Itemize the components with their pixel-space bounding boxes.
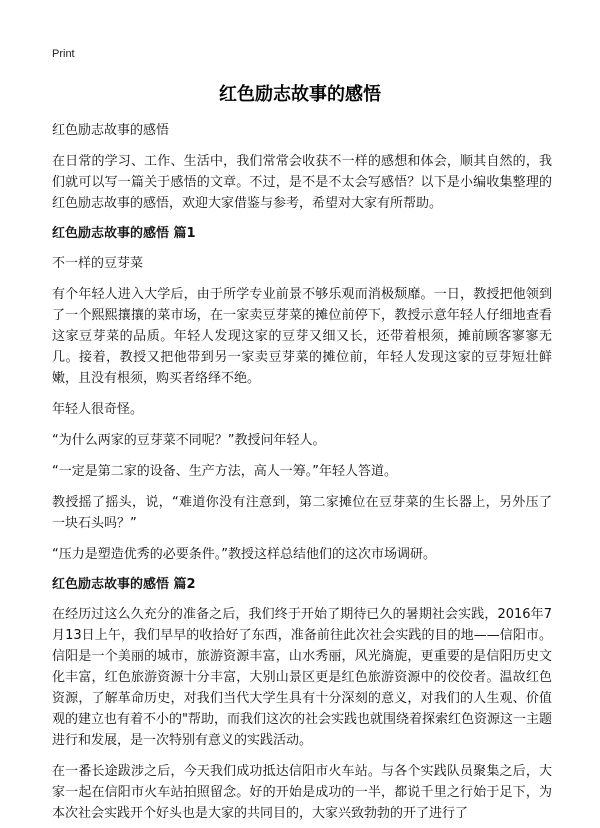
article-body [52, 120, 552, 828]
intro-paragraph: 在日常的学习、工作、生活中，我们常常会收获不一样的感想和体会，顺其自然的，我们就可以写一篇关于感悟的文章。不过，是不是不太会写感悟？以下是小编收集整理的红色励志故事的感悟，欢迎大家借鉴与参考，希望对大家有所帮助。 [52, 154, 552, 211]
paragraph: 有个年轻人进入大学后，由于所学专业前景不够乐观而消极颓靡。一日，教授把他领到了一个熙熙攘攘的菜市场，在一家卖豆芽菜的摊位前停下，教授示意年轻人仔细地查看这家豆芽菜的品质。年轻人发现这家的豆芽又细又长，还带着根须，摊前顾客寥寥无几。接着，教授又把他带到另一家卖豆芽菜的摊位前，年轻人发现这家的豆芽短壮鲜嫩，且没有根须，购买者络绎不绝。 [52, 287, 552, 386]
paragraph: “压力是塑造优秀的必要条件。”教授这样总结他们的这次市场调研。 [52, 547, 436, 562]
story-title: 不一样的豆芽菜 [52, 256, 144, 271]
paragraph: “为什么两家的豆芽菜不同呢？”教授问年轻人。 [52, 433, 326, 448]
paragraph: 在经历过这么久充分的准备之后，我们终于开始了期待已久的暑期社会实践，2016年7月13日上午，我们早早的收拾好了东西，准备前往此次社会实践的目的地——信阳市。信阳是一个美丽的城市，旅游资源丰富，山水秀丽，风光旖旎，更重要的是信阳历史文化丰富，红色旅游资源十分丰富，大别山景区更是红色旅游资源中的佼佼者。温故红色资源，了解革命历史，对我们当代大学生具有十分深刻的意义，对我们的人生观、价值观的建立也有着不小的"帮助，而我们这次的社会实践也就围绕着探索红色资源这一主题进行和发展，是一次特别有意义的实践活动。 [52, 607, 552, 748]
paragraph: 年轻人很奇怪。 [52, 402, 144, 417]
section-heading-2: 红色励志故事的感悟 篇2 [52, 577, 196, 592]
article-subtitle: 红色励志故事的感悟 [52, 123, 170, 138]
paragraph: 教授摇了摇头，说，“难道你没有注意到，第二家摊位在豆芽菜的生长器上，另外压了一块石头吗？” [52, 495, 552, 531]
page-title: 红色励志故事的感悟 [219, 84, 381, 105]
paragraph: “一定是第二家的设备、生产方法，高人一筹。”年轻人答道。 [52, 464, 397, 479]
paragraph: 在一番长途跋涉之后，今天我们成功抵达信阳市火车站。与各个实践队员聚集之后，大家一起在信阳市火车站拍照留念。好的开始是成功的一半，都说千里之行始于足下，为本次社会实践开个好头也是大家的共同目的，大家兴致勃勃的开了进行了 [52, 764, 552, 821]
print-link[interactable]: Print [52, 48, 75, 60]
section-heading-1: 红色励志故事的感悟 篇1 [52, 226, 196, 241]
